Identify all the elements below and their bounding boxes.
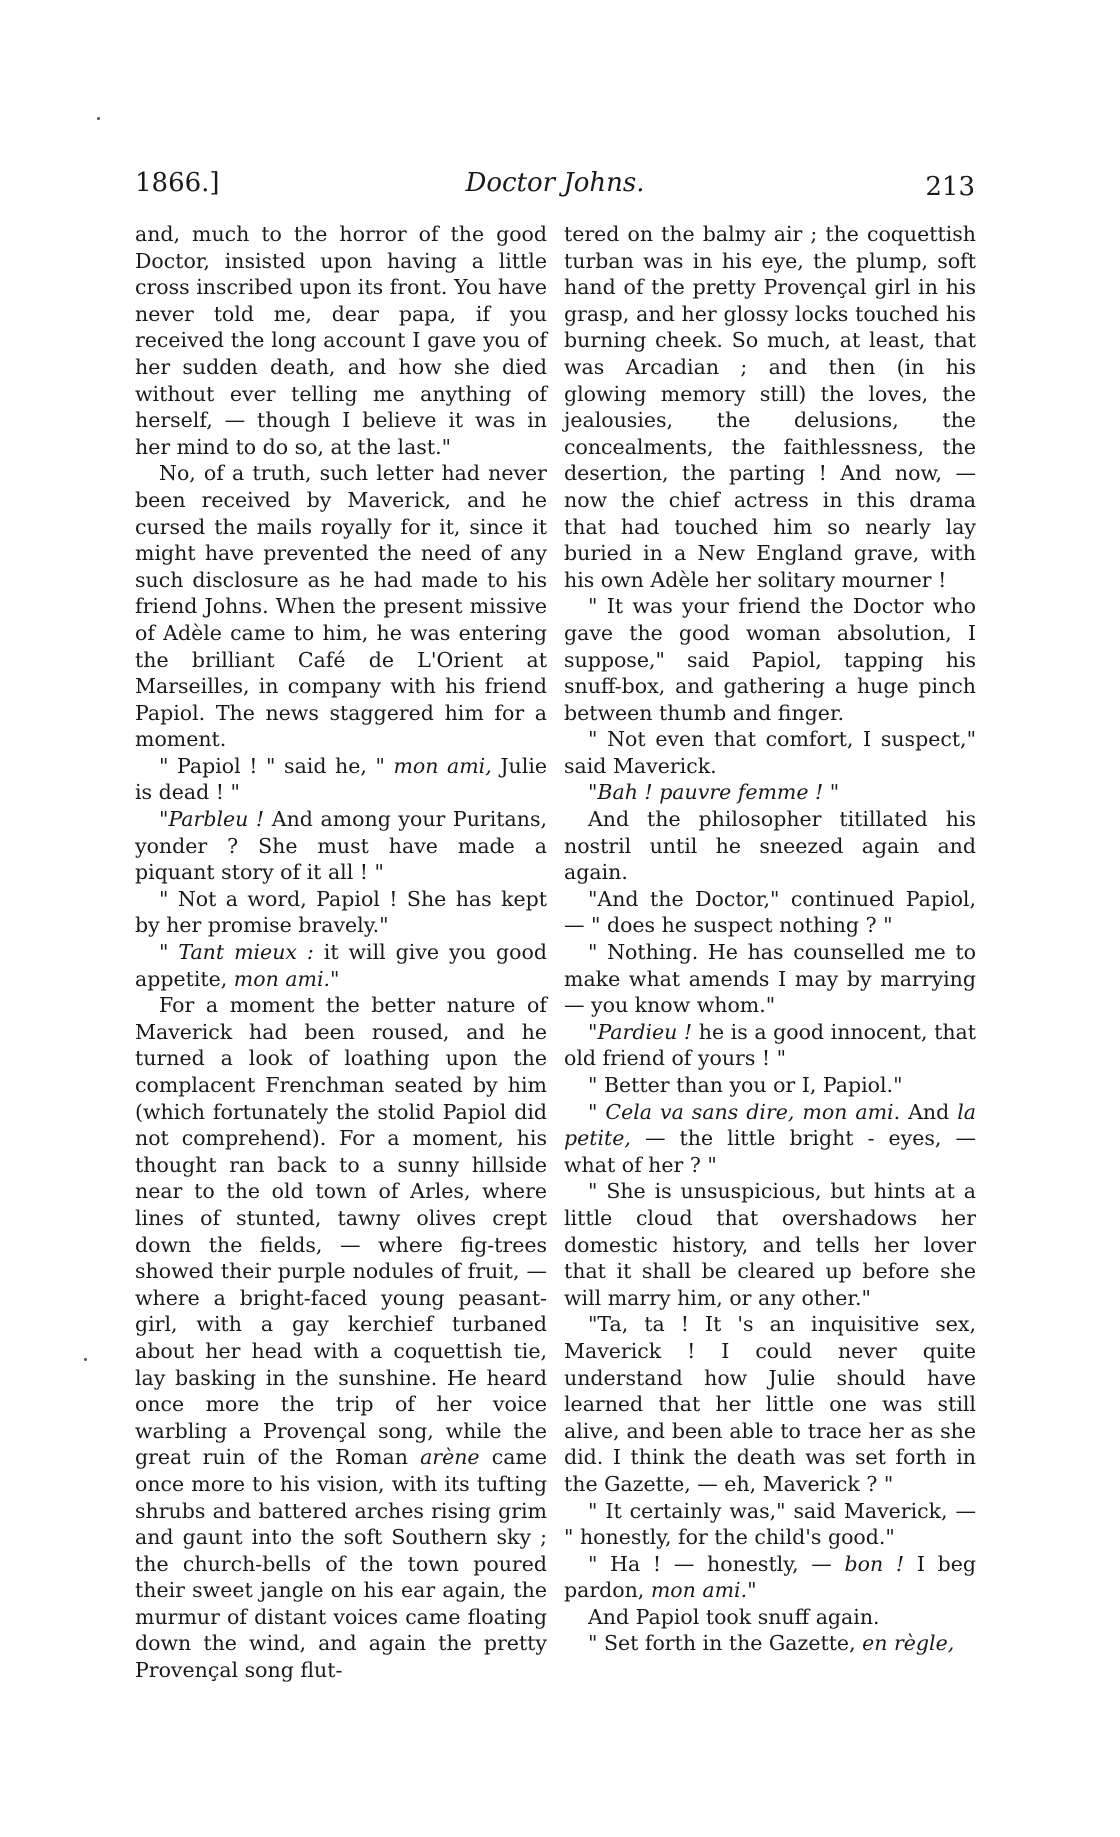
paragraph: " Ha ! — honestly, — bon ! I beg pardon, mon ami." [564, 1551, 976, 1603]
scan-speck [97, 117, 100, 120]
paragraph: "Ta, ta ! It 's an inquisitive sex, Maverick ! I could never quite understand how Julie should have learned that her little one was still alive, and been able to trace her as she did. I think the death was set forth in the Gazette, — eh, Maverick ? " [564, 1312, 976, 1496]
paragraph: "And the Doctor," continued Papiol, — " does he suspect nothing ? " [564, 886, 976, 938]
header-title: Doctor Johns. [465, 168, 645, 198]
paragraph: " Not even that comfort, I suspect," said Maverick. [564, 727, 976, 778]
paragraph: " It certainly was," said Maverick, — " honestly, for the child's good." [564, 1498, 976, 1550]
paragraph: " It was your friend the Doctor who gave the good woman absolution, I suppose," said Papiol, tapping his snuff-box, and gathering a huge pinch between thumb and finger. [564, 594, 976, 725]
page-number: 213 [925, 172, 975, 202]
paragraph: For a moment the better nature of Maverick had been roused, and he turned a look of loathing upon the complacent Frenchman seated by him (which fortunately the stolid Papiol did not comprehend). For a moment, his thought ran back to a sunny hillside near to the old town of Arles, where lines of stunted, tawny olives crept down the fields, — where fig-trees showed their purple nodules of fruit, — where a bright-faced young peasant-girl, with a gay kerchief turbaned about her head with a coquettish tie, lay basking in the sunshine. He heard once more the trip of her voice warbling a Provençal song, while the great ruin of the Roman arène came once more to his vision, with its tufting shrubs and battered arches rising grim and gaunt into the soft Southern sky ; the church-bells of the town poured their sweet jangle on his ear again, the murmur of distant voices came floating down the wind, and again the pretty Provençal song flut- [135, 993, 547, 1683]
paragraph: tered on the balmy air ; the coquettish turban was in his eye, the plump, soft hand of the pretty Provençal girl in his grasp, and her glossy locks touched his burning cheek. So much, at least, that was Arcadian ; and then (in his glowing memory still) the loves, the jealousies, the delusions, the concealments, the faithlessness, the desertion, the parting ! And now, — now the chief actress in this drama that had touched him so nearly lay buried in a New England grave, with his own Adèle her solitary mourner ! [564, 222, 976, 592]
scan-speck [84, 1358, 87, 1361]
paragraph: And Papiol took snuff again. [588, 1604, 880, 1629]
paragraph: "Bah ! pauvre femme ! " [588, 780, 840, 805]
paragraph: " Nothing. He has counselled me to make what amends I may by marrying — you know whom." [564, 940, 976, 1018]
paragraph: and, much to the horror of the good Doctor, insisted upon having a little cross inscribed upon its front. You have never told me, dear papa, if you received the long account I gave you of her sudden death, and how she died without ever telling me anything of herself, — though I believe it was in her mind to do so, at the last." [135, 222, 547, 459]
paragraph: "Pardieu ! he is a good innocent, that old friend of yours ! " [564, 1019, 976, 1071]
paragraph: " Tant mieux : it will give you good appetite, mon ami." [135, 940, 547, 991]
paragraph: No, of a truth, such letter had never been received by Maverick, and he cursed the mails royally for it, since it might have prevented the need of any such disclosure as he had made to his friend Johns. When the present missive of Adèle came to him, he was entering the brilliant Café de L'Orient at Marseilles, in company with his friend Papiol. The news staggered him for a moment. [135, 461, 547, 752]
paragraph: " Not a word, Papiol ! She has kept by her promise bravely." [135, 886, 547, 938]
paragraph: " She is unsuspicious, but hints at a little cloud that overshadows her domestic history, and tells her lover that it shall be cleared up before she will marry him, or any other." [564, 1179, 976, 1310]
paragraph: " Papiol ! " said he, " mon ami, Julie is dead ! " [135, 753, 548, 805]
paragraph: " Better than you or I, Papiol." [588, 1073, 903, 1097]
running-header [135, 168, 975, 208]
paragraph: And the philosopher titillated his nostril until he sneezed again and again. [564, 807, 976, 885]
paragraph: "Parbleu ! And among your Puritans, yonder ? She must have made a piquant story of it all ! " [135, 807, 547, 885]
header-year: 1866.] [135, 168, 220, 198]
right-column [564, 221, 976, 1657]
left-column [135, 221, 547, 1684]
paragraph: " Set forth in the Gazette, en règle, [588, 1631, 955, 1656]
paragraph: " Cela va sans dire, mon ami. And la petite, — the little bright - eyes, — what of her ? " [564, 1099, 976, 1177]
